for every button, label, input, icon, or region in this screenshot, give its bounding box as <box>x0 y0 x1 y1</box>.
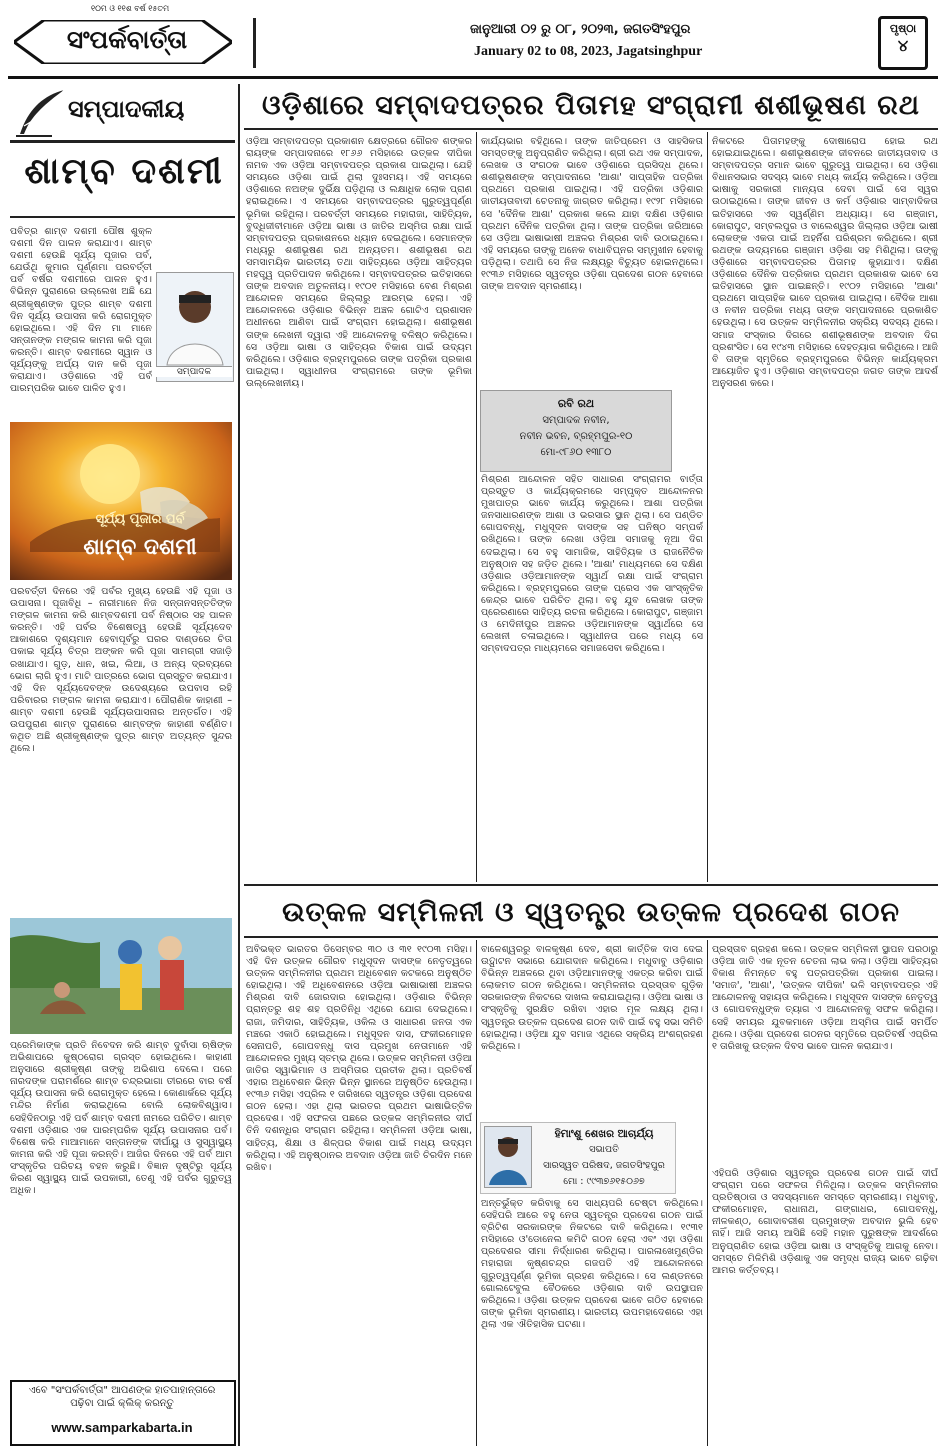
column-rule-left <box>238 84 240 1446</box>
author-2-name: ହିମାଂଶୁ ଶେଖର ଆଚାର୍ଯ୍ୟ <box>554 1128 654 1140</box>
newspaper-logo: ସଂପର୍କବାର୍ତ୍ତା <box>66 25 188 54</box>
column-rule-mid3 <box>476 940 477 1446</box>
article-2-column-2: ବାଳେଶ୍ୱରରୁ ବାଳକୃଷ୍ଣ ଦେବ, ଶ୍ରୀ କାର୍ତ୍ତିକ ଦାସ ଦେଇ ଉଦ୍ଘାଟନ ସଭାରେ ଯୋଗଦାନ କରିଥିଲେ। ମଧୁବାବୁ ଓଡ଼ିଶାର ବିଭିନ୍ନ ଅଞ୍ଚଳରେ ଥିବା ଓଡ଼ିଆମାନଙ୍କୁ ଏକତ୍ର କରିବା ପାଇଁ ଲୋକମତ ଗଠନ କରିଥିଲେ। ସମ୍ମିଳନୀର ପ୍ରସ୍ତାବ ଗୁଡ଼ିକ ସରକାରଙ୍କ ନିକଟରେ ଦାଖଲ କରାଯାଇଥିଲା। ଓଡ଼ିଆ ଭାଷା ଓ ସଂସ୍କୃତିକୁ ସୁରକ୍ଷିତ ରଖିବା ଏହାର ମୂଳ ଲକ୍ଷ୍ୟ ଥିଲା। ସ୍ୱତନ୍ତ୍ର ଉତ୍କଳ ପ୍ରଦେଶ ଗଠନ ଦାବି ପାଇଁ ବହୁ ସଭା ସମିତି ହୋଇଥିଲା। ଓଡ଼ିଆ ଯୁବ ସମାଜ ଏଥିରେ ସକ୍ରିୟ ଅଂଶଗ୍ରହଣ କରିଥିଲେ। <box>481 944 703 1052</box>
headline-1-underline <box>244 128 938 130</box>
author-role: ସମ୍ପାଦକ ନବୀନ, <box>542 415 610 426</box>
article-1-column-1: ଓଡ଼ିଆ ସମ୍ବାଦପତ୍ର ପ୍ରକାଶନ କ୍ଷେତ୍ରରେ ଗୌରବ ଶଙ୍କର ରାୟଙ୍କ ସମ୍ପାଦନାରେ ୧୮୬୬ ମସିହାରେ ଉତ୍କଳ ଦୀପିକା ନାମକ ଏକ ଓଡ଼ିଆ ସମ୍ବାଦପତ୍ର ପ୍ରକାଶ ପାଇଥିଲା। ଯେହି ସମୟରେ ଓଡ଼ିଶା ପାଇଁ ଥିଲା ଦୁଃସମୟ। ଏହି ସମୟରେ ଓଡ଼ିଶାରେ ନଅଙ୍କ ଦୁର୍ଭିକ୍ଷ ପଡ଼ିଥିଲା ଓ ଲକ୍ଷାଧିକ ଲୋକ ପ୍ରାଣ ହରାଇଥିଲେ। ଏ ସମୟରେ ସମ୍ବାଦପତ୍ରର ଗୁରୁତ୍ୱପୂର୍ଣ୍ଣ ଭୂମିକା ରହିଥିଲା। ପରବର୍ତ୍ତୀ ସମୟରେ ମହାରାଜା, ସାହିତ୍ୟିକ, ବୁଦ୍ଧିଜୀବୀମାନେ ଓଡ଼ିଆ ଭାଷା ଓ ଜାତିର ଅସ୍ମିତା ରକ୍ଷା ପାଇଁ ସମ୍ବାଦପତ୍ର ପ୍ରକାଶନରେ ଧ୍ୟାନ ଦେଇଥିଲେ। ସେମାନଙ୍କ ମଧ୍ୟରୁ ଶଶୀଭୂଷଣ ରଥ ଅନ୍ୟତମ। ଶଶୀଭୂଷଣ ରଥ ସମସାମୟିକ ଭାରତୀୟ ତଥା ସାହିତ୍ୟରେ ଓଡ଼ିଆ ସାହିତ୍ୟର ମହତ୍ତ୍ୱ ପ୍ରତିପାଦନ କରିଥିଲେ। ସମ୍ବାଦପତ୍ରର ଇତିହାସରେ ତାଙ୍କ ଅବଦାନ ଅତୁଳନୀୟ। ୧୯୦୧ ମସିହାରେ ବେଣ ମିଶ୍ରଣ ଆନ୍ଦୋଳନ ସମୟରେ ଜିଲ୍ଲାରୁ ଆରମ୍ଭ ହେଲା। ଏହି ଆନ୍ଦୋଳନରେ ଓଡ଼ିଶାର ବିଭିନ୍ନ ଅଞ୍ଚଳ ଗୋଟିଏ ପ୍ରଶାସନ ଅଧୀନରେ ଆଣିବା ପାଇଁ ସଂଗ୍ରାମ ହୋଇଥିଲା। ଶଶୀଭୂଷଣ ତାଙ୍କ ଲେଖନୀ ଦ୍ୱାରା ଏହି ଆନ୍ଦୋଳନକୁ ବଳିଷ୍ଠ କରିଥିଲେ। ସେ ଓଡ଼ିଆ ଭାଷା ଓ ସାହିତ୍ୟର ବିକାଶ ପାଇଁ ଉଦ୍ୟମ କରିଥିଲେ। ଓଡ଼ିଶାର ବ୍ରହ୍ମପୁରରେ ତାଙ୍କ ପତ୍ରିକା ପ୍ରକାଶ ପାଇଥିଲା। ସ୍ୱାଧୀନତା ସଂଗ୍ରାମରେ ତାଙ୍କ ଭୂମିକା ଉଲ୍ଲେଖନୀୟ। <box>246 136 472 389</box>
author-name: ରବି ରଥ <box>557 397 595 410</box>
promo-line-1: ଏବେ "ସଂପର୍କବାର୍ତ୍ତା" ଆପଣଙ୍କ ହାତପାହାନ୍ତାରେ <box>28 1385 216 1396</box>
author-caption: ସମ୍ପାଦକ <box>156 366 232 377</box>
article-2-column-3: ପ୍ରସ୍ତାବ ଗ୍ରହଣ କଲେ। ଉତ୍କଳ ସମ୍ମିଳନୀ ସ୍ଥାପନ ପରଠାରୁ ଓଡ଼ିଆ ଜାତି ଏକ ନୂତନ ଚେତନା ଲାଭ କଲା। ଓଡ଼ିଆ ସାହିତ୍ୟର ବିକାଶ ନିମନ୍ତେ ବହୁ ପତ୍ରପତ୍ରିକା ପ୍ରକାଶ ପାଇଲା। 'ସମାଜ', 'ଆଶା', 'ଉତ୍କଳ ଦୀପିକା' ଭଳି ସମ୍ବାଦପତ୍ର ଏହି ଆନ୍ଦୋଳନକୁ ସହାୟତା କରିଥିଲେ। ମଧୁସୂଦନ ଦାସଙ୍କ ନେତୃତ୍ୱ ଓ ଗୋପବନ୍ଧୁଙ୍କ ତ୍ୟାଗ ଏ ଆନ୍ଦୋଳନକୁ ସଫଳ କରିଥିଲା। ସେହି ସମୟର ଯୁବକମାନେ ଓଡ଼ିଆ ଅସ୍ମିତା ପାଇଁ ସମର୍ପିତ ଥିଲେ। ଓଡ଼ିଶା ପ୍ରଦେଶ ଗଠନର ସ୍ମୃତିରେ ପ୍ରତିବର୍ଷ ଏପ୍ରିଲ ୧ ତାରିଖକୁ ଉତ୍କଳ ଦିବସ ଭାବେ ପାଳନ କରାଯାଏ। <box>712 944 938 1052</box>
promo-line-2: ପଢ଼ିବା ପାଇଁ କ୍ଲିକ୍ କରନ୍ତୁ <box>70 1398 174 1409</box>
person-silhouette-icon <box>157 273 233 381</box>
article-2-column-2b: ଅନ୍ତର୍ଭୁକ୍ତ କରିବାକୁ ସେ ସାଧ୍ୟପରି ଚେଷ୍ଟା କରିଥିଲେ। ସେହିପରି ଆରେ ବହୁ ନେତା ସ୍ୱତନ୍ତ୍ର ପ୍ରଦେଶ ଗଠନ ପାଇଁ ବ୍ରିଟିଶ ସରକାରଙ୍କ ନିକଟରେ ଦାବି କରିଥିଲେ। ୧୯୩୧ ମସିହାରେ ଓ'ଡୋନେଲ କମିଟି ଗଠନ ହେଲା ଏବଂ ଏହା ଓଡ଼ିଶା ପ୍ରଦେଶର ସୀମା ନିର୍ଦ୍ଧାରଣ କରିଥିଲା। ପାରଳାଖେମୁଣ୍ଡିର ମହାରାଜା କୃଷ୍ଣଚନ୍ଦ୍ର ଗଜପତି ଏହି ଆନ୍ଦୋଳନରେ ଗୁରୁତ୍ୱପୂର୍ଣ୍ଣ ଭୂମିକା ଗ୍ରହଣ କରିଥିଲେ। ସେ ଲଣ୍ଡନରେ ଗୋଲଟେବୁଲ ବୈଠକରେ ଓଡ଼ିଶାର ଦାବି ଉପସ୍ଥାପନ କରିଥିଲେ। ଓଡ଼ିଶା ଉତ୍କଳ ପ୍ରଦେଶ ଭାବେ ଗଠିତ ହେବାରେ ତାଙ୍କ ଭୂମିକା ସ୍ମରଣୀୟ। ଭାରତୀୟ ଉପମହାଦେଶରେ ଏହା ଥିଲା ଏକ ଐତିହାସିକ ଘଟଣା। <box>481 1198 703 1330</box>
editorial-headline: ଶାମ୍ବ ଦଶମୀ <box>24 150 224 192</box>
article-1-column-2: କାର୍ଯ୍ୟଭାର ବହିଥିଲେ। ତାଙ୍କ ଜାତିପ୍ରେମ ଓ ସାହସିକତା ସମସ୍ତଙ୍କୁ ଅନୁପ୍ରାଣିତ କରିଥିଲା। ଶ୍ରୀ ରଥ ଏକ ସମ୍ପାଦକ, ଲେଖକ ଓ ସଂଗଠକ ଭାବେ ଓଡ଼ିଶାରେ ପ୍ରସିଦ୍ଧ ଥିଲେ। ଶଶୀଭୂଷଣଙ୍କ ସମ୍ପାଦନାରେ 'ଆଶା' ସାପ୍ତାହିକ ପତ୍ରିକା ପ୍ରଥମେ ପ୍ରକାଶ ପାଇଥିଲା। ଏହି ପତ୍ରିକା ଓଡ଼ିଶାର ଜାତୀୟତାବାଦୀ ଚେତନାକୁ ଜାଗ୍ରତ କରିଥିଲା। ୧୯୨୮ ମସିହାରେ ସେ 'ଦୈନିକ ଆଶା' ପ୍ରକାଶ କଲେ ଯାହା ଦକ୍ଷିଣ ଓଡ଼ିଶାର ପ୍ରଥମ ଦୈନିକ ପତ୍ରିକା ଥିଲା। ତାଙ୍କ ପତ୍ରିକା ଜରିଆରେ ସେ ଓଡ଼ିଆ ଭାଷାଭାଷୀ ଅଞ୍ଚଳର ମିଶ୍ରଣ ଦାବି ଉଠାଇଥିଲେ। ଏହି ସମୟରେ ତାଙ୍କୁ ଅନେକ ବାଧାବିଘ୍ନର ସମ୍ମୁଖୀନ ହେବାକୁ ପଡ଼ିଥିଲା। ତଥାପି ସେ ନିଜ ଲକ୍ଷ୍ୟରୁ ବିଚ୍ୟୁତ ହୋଇନଥିଲେ। ୧୯୩୬ ମସିହାରେ ସ୍ୱତନ୍ତ୍ର ଓଡ଼ିଶା ପ୍ରଦେଶ ଗଠନ ହେବାରେ ତାଙ୍କ ଅବଦାନ ସ୍ମରଣୀୟ। <box>481 136 703 293</box>
article-2-column-1: ଅବିଭକ୍ତ ଭାରତର ଡିସେମ୍ବର ୩୦ ଓ ୩୧ ୧୯୦୩ ମସିହା। ଏହି ଦିନ ଉତ୍କଳ ଗୌରବ ମଧୁସୂଦନ ଦାସଙ୍କ ନେତୃତ୍ୱରେ ଉତ୍କଳ ସମ୍ମିଳନୀର ପ୍ରଥମ ଅଧିବେଶନ କଟକରେ ଅନୁଷ୍ଠିତ ହୋଇଥିଲା। ଏହି ଅଧିବେଶନରେ ଓଡ଼ିଆ ଭାଷାଭାଷୀ ଅଞ୍ଚଳର ମିଶ୍ରଣ ଦାବି ଜୋରଦାର ହୋଇଥିଲା। ଓଡ଼ିଶାର ବିଭିନ୍ନ ପ୍ରାନ୍ତରୁ ଶହ ଶହ ପ୍ରତିନିଧି ଏଥିରେ ଯୋଗ ଦେଇଥିଲେ। ରାଜା, ଜମିଦାର, ସାହିତ୍ୟିକ, ଓକିଲ ଓ ସାଧାରଣ ଜନତା ଏକ ମଞ୍ଚରେ ଏକାଠି ହୋଇଥିଲେ। ମଧୁସୂଦନ ଦାସ, ଫକୀରମୋହନ ସେନାପତି, ଗୋପବନ୍ଧୁ ଦାସ ପ୍ରମୁଖ ନେତାମାନେ ଏହି ଆନ୍ଦୋଳନର ମୁଖ୍ୟ ସ୍ତମ୍ଭ ଥିଲେ। ଉତ୍କଳ ସମ୍ମିଳନୀ ଓଡ଼ିଆ ଜାତିର ସ୍ୱାଭିମାନ ଓ ଅସ୍ମିତାର ପ୍ରତୀକ ଥିଲା। ପ୍ରତିବର୍ଷ ଏହାର ଅଧିବେଶନ ଭିନ୍ନ ଭିନ୍ନ ସ୍ଥାନରେ ଅନୁଷ୍ଠିତ ହେଉଥିଲା। ୧୯୩୬ ମସିହା ଏପ୍ରିଲ ୧ ତାରିଖରେ ସ୍ୱତନ୍ତ୍ର ଓଡ଼ିଶା ପ୍ରଦେଶ ଗଠନ ହେଲା। ଏହା ଥିଲା ଭାରତର ପ୍ରଥମ ଭାଷାଭିତ୍ତିକ ପ୍ରଦେଶ। ଏହି ସଫଳତା ପଛରେ ଉତ୍କଳ ସମ୍ମିଳନୀର ଦୀର୍ଘ ତିନି ଦଶନ୍ଧିର ସଂଗ୍ରାମ ରହିଥିଲା। ସମ୍ମିଳନୀ ଓଡ଼ିଆ ଭାଷା, ସାହିତ୍ୟ, ଶିକ୍ଷା ଓ ଶିଳ୍ପର ବିକାଶ ପାଇଁ ମଧ୍ୟ ଉଦ୍ୟମ କରିଥିଲା। ଏହି ଅନୁଷ୍ଠାନର ଅବଦାନ ଓଡ଼ିଆ ଜାତି ଚିରଦିନ ମନେ ରଖିବ। <box>246 944 472 1173</box>
website-link[interactable]: www.samparkabarta.in <box>51 1420 193 1435</box>
article-1-column-2b: ମିଶ୍ରଣ ଆନ୍ଦୋଳନ ସହିତ ସାଧାରଣ ସଂଗ୍ରାମର ବାର୍ତ୍ତା ପ୍ରସ୍ତୁତ ଓ କାର୍ଯ୍ୟକ୍ରମରେ ସମ୍ପୃକ୍ତ ଆନ୍ଦୋଳନର ମୁଖପାତ୍ର ଭାବେ କାର୍ଯ୍ୟ କରୁଥିଲେ। ଆଶା ପତ୍ରିକା ଜନସାଧାରଣଙ୍କ ଆଶା ଓ ଭରସାର ସ୍ଥାନ ଥିଲା। ସେ ପଣ୍ଡିତ ଗୋପବନ୍ଧୁ, ମଧୁସୂଦନ ଦାସଙ୍କ ସହ ଘନିଷ୍ଠ ସମ୍ପର୍କ ରଖିଥିଲେ। ତାଙ୍କ ଲେଖା ଓଡ଼ିଆ ସମାଜକୁ ନୂଆ ଦିଗ ଦେଇଥିଲା। ସେ ବହୁ ସାମାଜିକ, ସାହିତ୍ୟିକ ଓ ରାଜନୈତିକ ଅନୁଷ୍ଠାନ ସହ ଜଡ଼ିତ ଥିଲେ। 'ଆଶା' ମାଧ୍ୟମରେ ସେ ଦକ୍ଷିଣ ଓଡ଼ିଶାର ଓଡ଼ିଆମାନଙ୍କ ସ୍ୱାର୍ଥ ରକ୍ଷା ପାଇଁ ସଂଗ୍ରାମ କରିଥିଲେ। ବ୍ରହ୍ମପୁରରେ ତାଙ୍କ ପ୍ରେସ ଏକ ସାଂସ୍କୃତିକ କେନ୍ଦ୍ର ଭାବେ ପରିଚିତ ଥିଲା। ବହୁ ଯୁବ ଲେଖକ ତାଙ୍କ ପ୍ରେରଣାରେ ସାହିତ୍ୟ ରଚନା କରିଥିଲେ। କୋରାପୁଟ, ଗଞ୍ଜାମ ଓ ମେଦିନୀପୁର ଅଞ୍ଚଳର ଓଡ଼ିଆମାନଙ୍କ ସ୍ୱାର୍ଥରେ ସେ ଲେଖନୀ ଚଳାଇଥିଲେ। ସ୍ୱାଧୀନତା ପରେ ମଧ୍ୟ ସେ ସମ୍ବାଦପତ୍ର ମାଧ୍ୟମରେ ସମାଜସେବା କରିଥିଲେ। <box>481 474 703 655</box>
masthead-tagline: ୧୦ମ ଓ ୧୧ଶ ବର୍ଷ ୧୫ତମ <box>90 4 170 13</box>
page-number: ୪ <box>897 36 909 55</box>
column-rule-mid2 <box>707 132 708 882</box>
column-rule-mid1 <box>476 132 477 882</box>
krishna-samba-image <box>10 918 232 1034</box>
page-label: ପୃଷ୍ଠା <box>889 22 917 35</box>
article-2-headline: ଉତ୍କଳ ସମ୍ମିଳନୀ ଓ ସ୍ୱତନ୍ତ୍ର ଉତ୍କଳ ପ୍ରଦେଶ ଗଠନ <box>282 897 900 928</box>
date-english: January 02 to 08, 2023, Jagatsinghpur <box>474 44 703 59</box>
author-phone: ମୋ-୯୮୬୦ ୧୩୮୦ <box>540 447 612 458</box>
column-rule-mid4 <box>707 940 708 1446</box>
sun-image-title: ଶାମ୍ବ ଦଶମୀ <box>83 534 197 560</box>
author-photo-2 <box>484 1126 532 1188</box>
article-2-column-3b: ଏହିପରି ଓଡ଼ିଶାର ସ୍ୱତନ୍ତ୍ର ପ୍ରଦେଶ ଗଠନ ପାଇଁ ଦୀର୍ଘ ସଂଗ୍ରାମ ପରେ ସଫଳତା ମିଳିଥିଲା। ଉତ୍କଳ ସମ୍ମିଳନୀର ପ୍ରତିଷ୍ଠାତା ଓ ସଦସ୍ୟମାନେ ସମସ୍ତେ ସ୍ମରଣୀୟ। ମଧୁବାବୁ, ଫକୀରମୋହନ, ରାଧାନାଥ, ଗଙ୍ଗାଧର, ଗୋପବନ୍ଧୁ, ନୀଳକଣ୍ଠ, ଗୋଦାବରୀଶ ପ୍ରମୁଖଙ୍କ ଅବଦାନ ଭୁଲି ହେବ ନାହିଁ। ଆଜି ସମୟ ଆସିଛି ସେହି ମହାନ ପୁରୁଷଙ୍କ ଆଦର୍ଶରେ ଅନୁପ୍ରାଣିତ ହୋଇ ଓଡ଼ିଆ ଭାଷା ଓ ସଂସ୍କୃତିକୁ ଆଗକୁ ନେବା। ସମସ୍ତେ ମିଳିମିଶି ଓଡ଼ିଶାକୁ ଏକ ସମୃଦ୍ଧ ରାଜ୍ୟ ଭାବେ ଗଢ଼ିବା ଆମର କର୍ତ୍ତବ୍ୟ। <box>712 1168 938 1276</box>
author-2-phone: ମୋ : ୯୯୩୭୬୧୫୦୬୭ <box>563 1176 645 1187</box>
sun-image-caption: ସୂର୍ଯ୍ୟ ପୂଜାର ପର୍ବ <box>95 512 185 527</box>
person-silhouette-icon <box>485 1127 531 1187</box>
author-2-role: ସଭାପତି <box>589 1144 619 1155</box>
author-address: ନବୀନ ଭବନ, ବ୍ରହ୍ମପୁର-୧୦ <box>519 431 633 442</box>
quill-pen-icon <box>12 88 68 138</box>
editorial-paragraph-3: ପ୍ରେମିକାଙ୍କ ପ୍ରତି ନିବେଦନ କରି ଶାମ୍ବ ଦୁର୍ବାସା ଋଷିଙ୍କ ଅଭିଶାପରେ କୁଷ୍ଠରୋଗ ଗ୍ରସ୍ତ ହୋଇଥିଲେ। କାହାଣୀ ଅନୁସାରେ ଶ୍ରୀକୃଷ୍ଣ ତାଙ୍କୁ ଅଭିଶାପ ଦେଲେ। ପରେ ନାରଦଙ୍କ ପରାମର୍ଶରେ ଶାମ୍ବ ଚନ୍ଦ୍ରଭାଗା ତୀରରେ ବାର ବର୍ଷ ସୂର୍ଯ୍ୟ ଉପାସନା କରି ରୋଗମୁକ୍ତ ହେଲେ। କୋଣାର୍କରେ ସୂର୍ଯ୍ୟ ମନ୍ଦିର ନିର୍ମାଣ କରାଇଥିଲେ ବୋଲି ଲୋକବିଶ୍ୱାସ। ସେହିଦିନଠାରୁ ଏହି ପର୍ବ ଶାମ୍ବ ଦଶମୀ ନାମରେ ପରିଚିତ। ଶାମ୍ବ ଦଶମୀ ଓଡ଼ିଶାର ଏକ ପାରମ୍ପରିକ ସୂର୍ଯ୍ୟ ଉପାସନାର ପର୍ବ। ବିଶେଷ କରି ମାଆମାନେ ସନ୍ତାନଙ୍କ ଦୀର୍ଘାୟୁ ଓ ସୁସ୍ୱାସ୍ଥ୍ୟ କାମନା କରି ଏହି ପୂଜା କରନ୍ତି। ଆଜିର ଦିନରେ ଏହି ପର୍ବ ଆମ ସଂସ୍କୃତିର ପରିଚୟ ବହନ କରୁଛି। ବିଜ୍ଞାନ ଦୃଷ୍ଟିରୁ ସୂର୍ଯ୍ୟ କିରଣ ସ୍ୱାସ୍ଥ୍ୟ ପାଇଁ ଉପକାରୀ, ତେଣୁ ଏହି ପର୍ବର ଗୁରୁତ୍ୱ ଅଧିକ। <box>10 1040 232 1197</box>
headline-2-underline <box>244 936 938 938</box>
author-2-org: ସାରସ୍ୱତ ପରିଷଦ, ଜଗତସିଂହପୁର <box>543 1160 665 1171</box>
article-1-headline: ଓଡ଼ିଶାରେ ସମ୍ବାଦପତ୍ରର ପିତାମହ ସଂଗ୍ରାମୀ ଶଶୀଭୂଷଣ ରଥ <box>262 90 920 121</box>
editorial-paragraph-2: ପରବର୍ତ୍ତୀ ଦିନରେ ଏହି ପର୍ବର ମୁଖ୍ୟ ହେଉଛି ଏହି ପୂଜା ଓ ଉପାସନା। ପୂଜାବିଧି – ନାରୀମାନେ ନିଜ ସନ୍ତାନସନ୍ତତିଙ୍କ ମଙ୍ଗଳ କାମନା କରି ଶାମ୍ବଦଶମୀ ପର୍ବ ନିଷ୍ଠାର ସହ ପାଳନ କରନ୍ତି। ଏହି ପର୍ବର ବିଶେଷତ୍ୱ ହେଉଛି ସୂର୍ଯ୍ୟଦେବ ଆକାଶରେ ଦୃଶ୍ୟମାନ ହେବାପୂର୍ବରୁ ଘରର ଦାଣ୍ଡରେ ଚିତା ପକାଇ ସୂର୍ଯ୍ୟ ଚିତ୍ର ଅଙ୍କନ କରି ପୂଜା ସାମଗ୍ରୀ ସଜାଡ଼ି ରଖାଯାଏ। ଗୁଡ଼, ଧାନ, ଖଇ, ଲିଆ, ଓ ଅନ୍ୟ ଦ୍ରବ୍ୟରେ ଭୋଗ ଲାଗି ହୁଏ। ମାଟି ପାତ୍ରରେ ଭୋଗ ପ୍ରସ୍ତୁତ କରାଯାଏ। ଏହି ଦିନ ସୂର୍ଯ୍ୟଦେବଙ୍କ ଉଦେଶ୍ୟରେ ଉପବାସ ରହି ପରିବାରର ମଙ୍ଗଳ କାମନା କରାଯାଏ। ପୌରାଣିକ କାହାଣୀ – ଶାମ୍ବ ଦଶମୀ ହେଉଛି ସୂର୍ଯ୍ୟଉପାସନାର ଅନ୍ତର୍ଗତ। ଏହି ଉପପୁରାଣ ଶାମ୍ବ ପୁରାଣରେ ଶାମ୍ବଙ୍କ କାହାଣୀ ବର୍ଣ୍ଣିତ। କଥିତ ଅଛି ଶ୍ରୀକୃଷ୍ଣଙ୍କ ପୁତ୍ର ଶାମ୍ବ ଅତ୍ୟନ୍ତ ସୁନ୍ଦର ଥିଲେ। <box>10 586 232 755</box>
header-divider <box>253 18 256 68</box>
author-info-box <box>480 390 672 472</box>
article-separator <box>244 884 938 886</box>
page-number-box <box>878 16 928 70</box>
editorial-section-title: ସମ୍ପାଦକୀୟ <box>68 94 185 123</box>
editorial-title-rule <box>10 216 235 218</box>
editorial-paragraph-1: ପବିତ୍ର ଶାମ୍ବ ଦଶମୀ ପୌଷ ଶୁକ୍ଳ ଦଶମୀ ଦିନ ପାଳନ କରାଯାଏ। ଶାମ୍ବ ଦଶମୀ ହେଉଛି ସୂର୍ଯ୍ୟ ପୂଜାର ପର୍ବ, ଯେଉଁଥି କୁମାର ପୂର୍ଣ୍ଣମା ପରବର୍ତ୍ତୀ ପର୍ବ ବର୍ଷର ଦଶମୀରେ ପାଳନ ହୁଏ। ବିଭିନ୍ନ ପୁରାଣରେ ଉଲ୍ଲେଖ ଅଛି ଯେ ଶ୍ରୀକୃଷ୍ଣଙ୍କ ପୁତ୍ର ଶାମ୍ବ ଦଶମୀ ଦିନ ସୂର୍ଯ୍ୟ ଉପାସନା କରି ରୋଗମୁକ୍ତ ହୋଇଥିଲେ। ଏହି ଦିନ ମା ମାନେ ସନ୍ତାନଙ୍କ ମଙ୍ଗଳ କାମନା କରି ପୂଜା କରନ୍ତି। ଶାମ୍ବ ଦଶମୀରେ ସ୍ୱାନ ଓ ସୂର୍ଯ୍ୟଙ୍କୁ ଅର୍ଘ୍ୟ ଦାନ କରି ପୂଜା କରାଯାଏ। ଓଡ଼ିଶାରେ ଏହି ପର୍ବ ପାରମ୍ପରିକ ଭାବେ ପାଳିତ ହୁଏ। <box>10 226 152 395</box>
article-1-column-3: ନିକଟରେ ପିତାମହଙ୍କୁ ଦୋଷାରୋପ ହୋଇ ରଥ ହୋଇଯାଇଥିଲେ। ଶଶୀଭୂଷଣଙ୍କ ଜୀବନରେ ଜାତୀୟତାବାଦ ଓ ସମ୍ବାଦପତ୍ର ସମାନ ଭାବେ ଗୁରୁତ୍ୱ ପାଇଥିଲା। ସେ ଓଡ଼ିଶା ବିଧାନସଭାର ସଦସ୍ୟ ଭାବେ ମଧ୍ୟ କାର୍ଯ୍ୟ କରିଥିଲେ। ଓଡ଼ିଆ ଭାଷାକୁ ସରକାରୀ ମାନ୍ୟତା ଦେବା ପାଇଁ ସେ ସ୍ୱର ଉଠାଇଥିଲେ। ତାଙ୍କ ଜୀବନ ଓ କର୍ମ ଓଡ଼ିଶାର ସାମ୍ବାଦିକତା ଇତିହାସରେ ଏକ ସ୍ୱର୍ଣ୍ଣିମ ଅଧ୍ୟାୟ। ସେ ଗଞ୍ଜାମ, କୋରାପୁଟ, ସମ୍ବଲପୁର ଓ ବାଲେଶ୍ୱର ଜିଲ୍ଲାର ଓଡ଼ିଆ ଭାଷୀ ଲୋକଙ୍କ ଏକତା ପାଇଁ ଅହର୍ନିଶ ପରିଶ୍ରମ କରିଥିଲେ। ଶ୍ରୀ ରଥଙ୍କ ଉଦ୍ୟମରେ ଗଞ୍ଜାମ ଓଡ଼ିଶା ସହ ମିଶିଥିଲା। ତାଙ୍କୁ ଓଡ଼ିଶାରେ ସମ୍ବାଦପତ୍ରର ପିତାମହ କୁହାଯାଏ। ଦକ୍ଷିଣ ଓଡ଼ିଶାରେ ଦୈନିକ ପତ୍ରିକାର ପ୍ରଥମ ପ୍ରକାଶକ ଭାବେ ସେ ଇତିହାସରେ ସ୍ଥାନ ପାଇଛନ୍ତି। ୧୯୦୨ ମସିହାରେ 'ଆଶା' ପ୍ରଥମେ ସାପ୍ତାହିକ ଭାବେ ପ୍ରକାଶ ପାଇଥିଲା। ବୈଦିକ ଆଶା ଓ ନବୀନ ପତ୍ରିକା ମଧ୍ୟ ତାଙ୍କ ସମ୍ପାଦନାରେ ପ୍ରକାଶିତ ହେଉଥିଲା। ସେ ଉତ୍କଳ ସମ୍ମିଳନୀର ସକ୍ରିୟ ସଦସ୍ୟ ଥିଲେ। ସମାଜ ସଂସ୍କାର ଦିଗରେ ଶଶୀଭୂଷଣଙ୍କ ଅବଦାନ ଦିଗ ପ୍ରଶଂସିତ। ସେ ୧୯୪୩ ମସିହାରେ ଦେହତ୍ୟାଗ କରିଥିଲେ। ଆଜି ବି ତାଙ୍କ ସ୍ମୃତିରେ ବ୍ରହ୍ମପୁରରେ ବିଭିନ୍ନ କାର୍ଯ୍ୟକ୍ରମ ଆୟୋଜିତ ହୁଏ। ଓଡ଼ିଶାର ସମ୍ବାଦପତ୍ର ଜଗତ ତାଙ୍କ ଆଦର୍ଶ ଅନୁସରଣ କରେ। <box>712 136 938 389</box>
editorial-underline <box>10 140 235 143</box>
date-odia: ଜାନୁଆରୀ ୦୨ ରୁ ୦୮, ୨୦୨୩, ଜଗତସିଂହପୁର <box>470 22 691 37</box>
